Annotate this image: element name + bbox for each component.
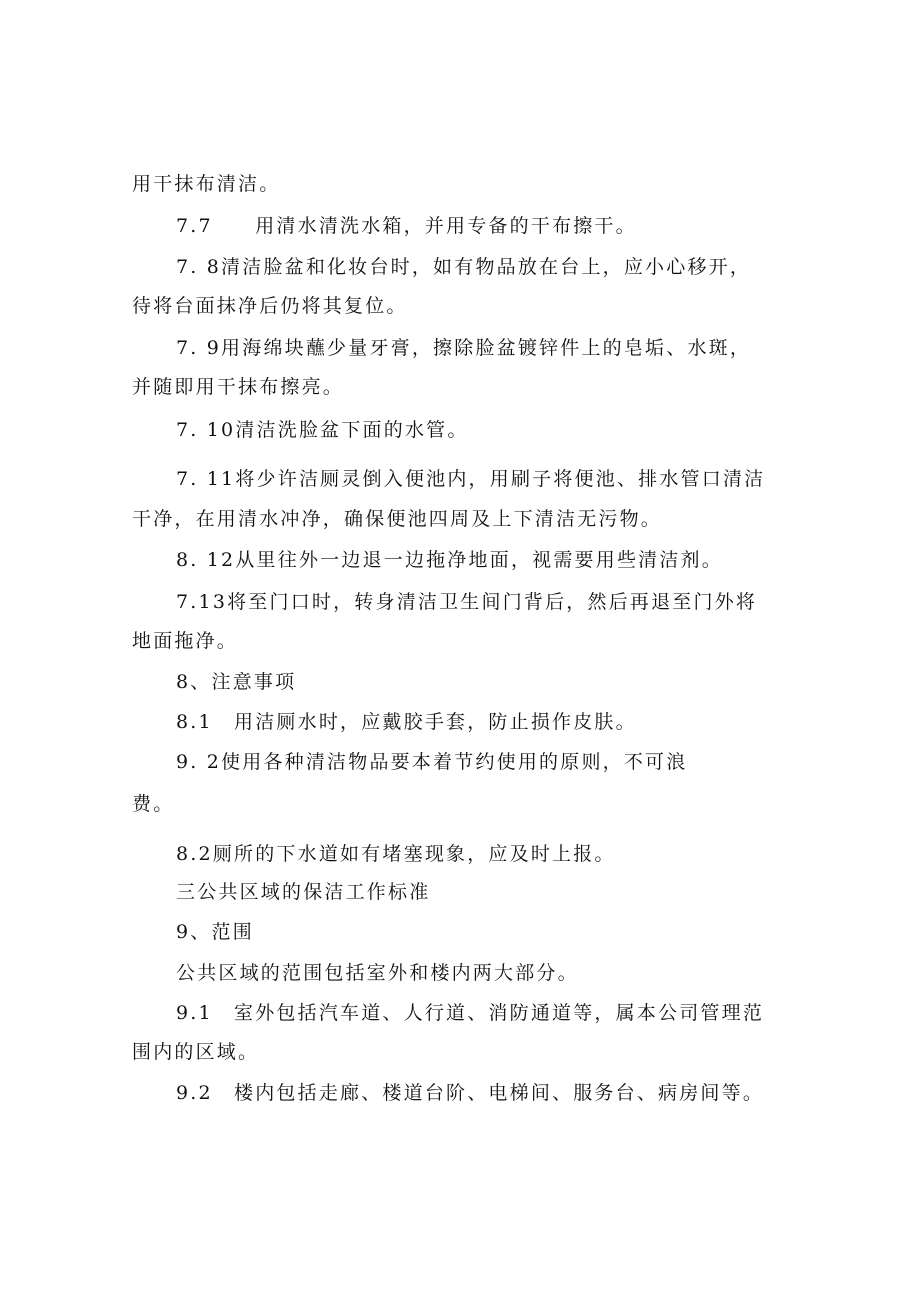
text-line: 7. 11将少许洁厕灵倒入便池内，用刷子将便池、排水管口清洁 (176, 468, 766, 490)
section-heading: 8、注意事项 (176, 671, 297, 693)
text-line: 8.2厕所的下水道如有堵塞现象，应及时上报。 (176, 843, 616, 865)
text-line: 围内的区域。 (132, 1041, 260, 1063)
text-line: 7.7 用清水清洗水箱，并用专备的干布擦干。 (176, 215, 637, 237)
text-line: 公共区域的范围包括室外和楼内两大部分。 (176, 962, 579, 984)
text-line: 9. 2使用各种清洁物品要本着节约使用的原则，不可浪 (176, 751, 688, 773)
text-line: 8.1 用洁厕水时，应戴胶手套，防止损作皮肤。 (176, 711, 637, 733)
text-line: 9.1 室外包括汽车道、人行道、消防通道等，属本公司管理范 (176, 1002, 765, 1024)
text-line: 并随即用干抹布擦亮。 (132, 376, 345, 398)
text-line: 待将台面抹净后仍将其复位。 (132, 295, 408, 317)
text-line: 地面拖净。 (132, 630, 239, 652)
section-heading: 9、范围 (176, 921, 254, 943)
text-line: 7. 9用海绵块蘸少量牙膏，擦除脸盆镀锌件上的皂垢、水斑， (176, 337, 752, 359)
text-line: 7. 8清洁脸盆和化妆台时，如有物品放在台上，应小心移开， (176, 256, 752, 278)
text-line: 用干抹布清洁。 (132, 173, 281, 195)
text-line: 8. 12从里往外一边退一边拖净地面，视需要用些清洁剂。 (176, 549, 723, 571)
text-line: 费。 (132, 793, 175, 815)
text-line: 9.2 楼内包括走廊、楼道台阶、电梯间、服务台、病房间等。 (176, 1082, 765, 1104)
text-line: 7. 10清洁洗脸盆下面的水管。 (176, 419, 469, 441)
text-line: 7.13将至门口时，转身清洁卫生间门背后，然后再退至门外将 (176, 591, 758, 613)
section-heading: 三公共区域的保洁工作标准 (176, 881, 431, 903)
text-line: 干净，在用清水冲净，确保便池四周及上下清洁无污物。 (132, 508, 663, 530)
